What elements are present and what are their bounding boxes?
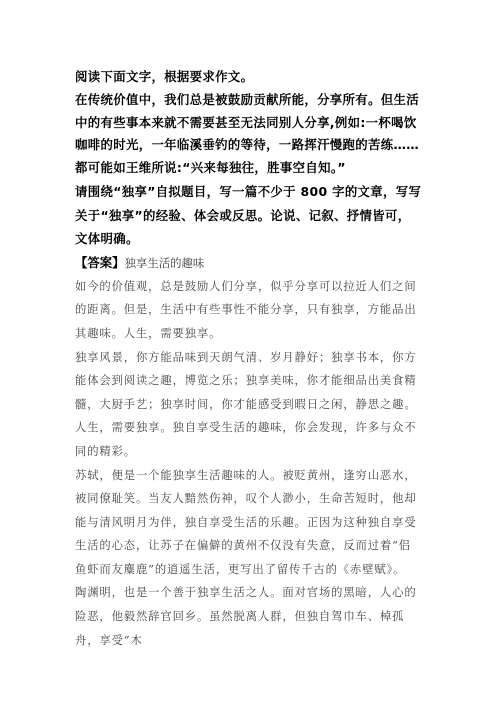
prompt-text: 请围绕“独享”自拟题目，写一篇不少于 800 字的文章，写写关于“独享”的经验、体会或反思。论说、记叙、抒情皆可，文体明确。 — [75, 183, 422, 247]
essay-paragraph: 苏轼，便是一个能独享生活趣味的人。被贬黄州，逢穷山恶水，被同僚耻笑。当友人黯然伤神，叹个人渺小，生命苦短时，他却能与清风明月为伴，独自享受生活的乐趣。正因为这种独自享受生活的心态，让苏子在偏僻的黄州不仅没有失意，反而过着“侣鱼虾而友麋鹿”的逍遥生活，更写出了留传千古的《赤壁赋》。 — [75, 468, 417, 576]
essay-paragraph: 如今的价值观，总是鼓励人们分享，似乎分享可以拉近人们之间的距离。但是，生活中有些事性不能分享，只有独享，方能品出其趣味。人生，需要独享。 — [75, 279, 417, 340]
answer-tag: 【答案】 — [75, 254, 125, 270]
essay-paragraph: 陶渊明，也是一个善于独享生活之人。面对官场的黑暗，人心的险恶，他毅然辞官回乡。虽然脱离人群，但独自驾巾车、棹孤舟，享受“木 — [75, 586, 417, 647]
essay-body — [75, 275, 422, 653]
essay-title: 独享生活的趣味 — [124, 255, 205, 270]
essay-paragraph: 独享风景，你方能品味到天朗气清、岁月静好；独享书本，你方能体会到阅读之趣，博览之乐；独享美味，你才能细品出美食精髓，大厨手艺；独享时间，你才能感受到暇日之闲，静思之趣。人生，需要独享。独自享受生活的趣味，你会发现，许多与众不同的精彩。 — [75, 350, 417, 458]
instruction-text: 阅读下面文字，根据要求作文。 — [75, 69, 254, 84]
material-text: 在传统价值中，我们总是被鼓励贡献所能，分享所有。但生活中的有些事本来就不需要甚至无法同别人分享,例如:一杯喝饮咖啡的时光，一年临溪垂钓的等待，一路挥汗慢跑的苦练……都可能如王维所说:“兴来每独往，胜事空自知。” — [75, 91, 419, 176]
answer-heading — [75, 251, 422, 275]
